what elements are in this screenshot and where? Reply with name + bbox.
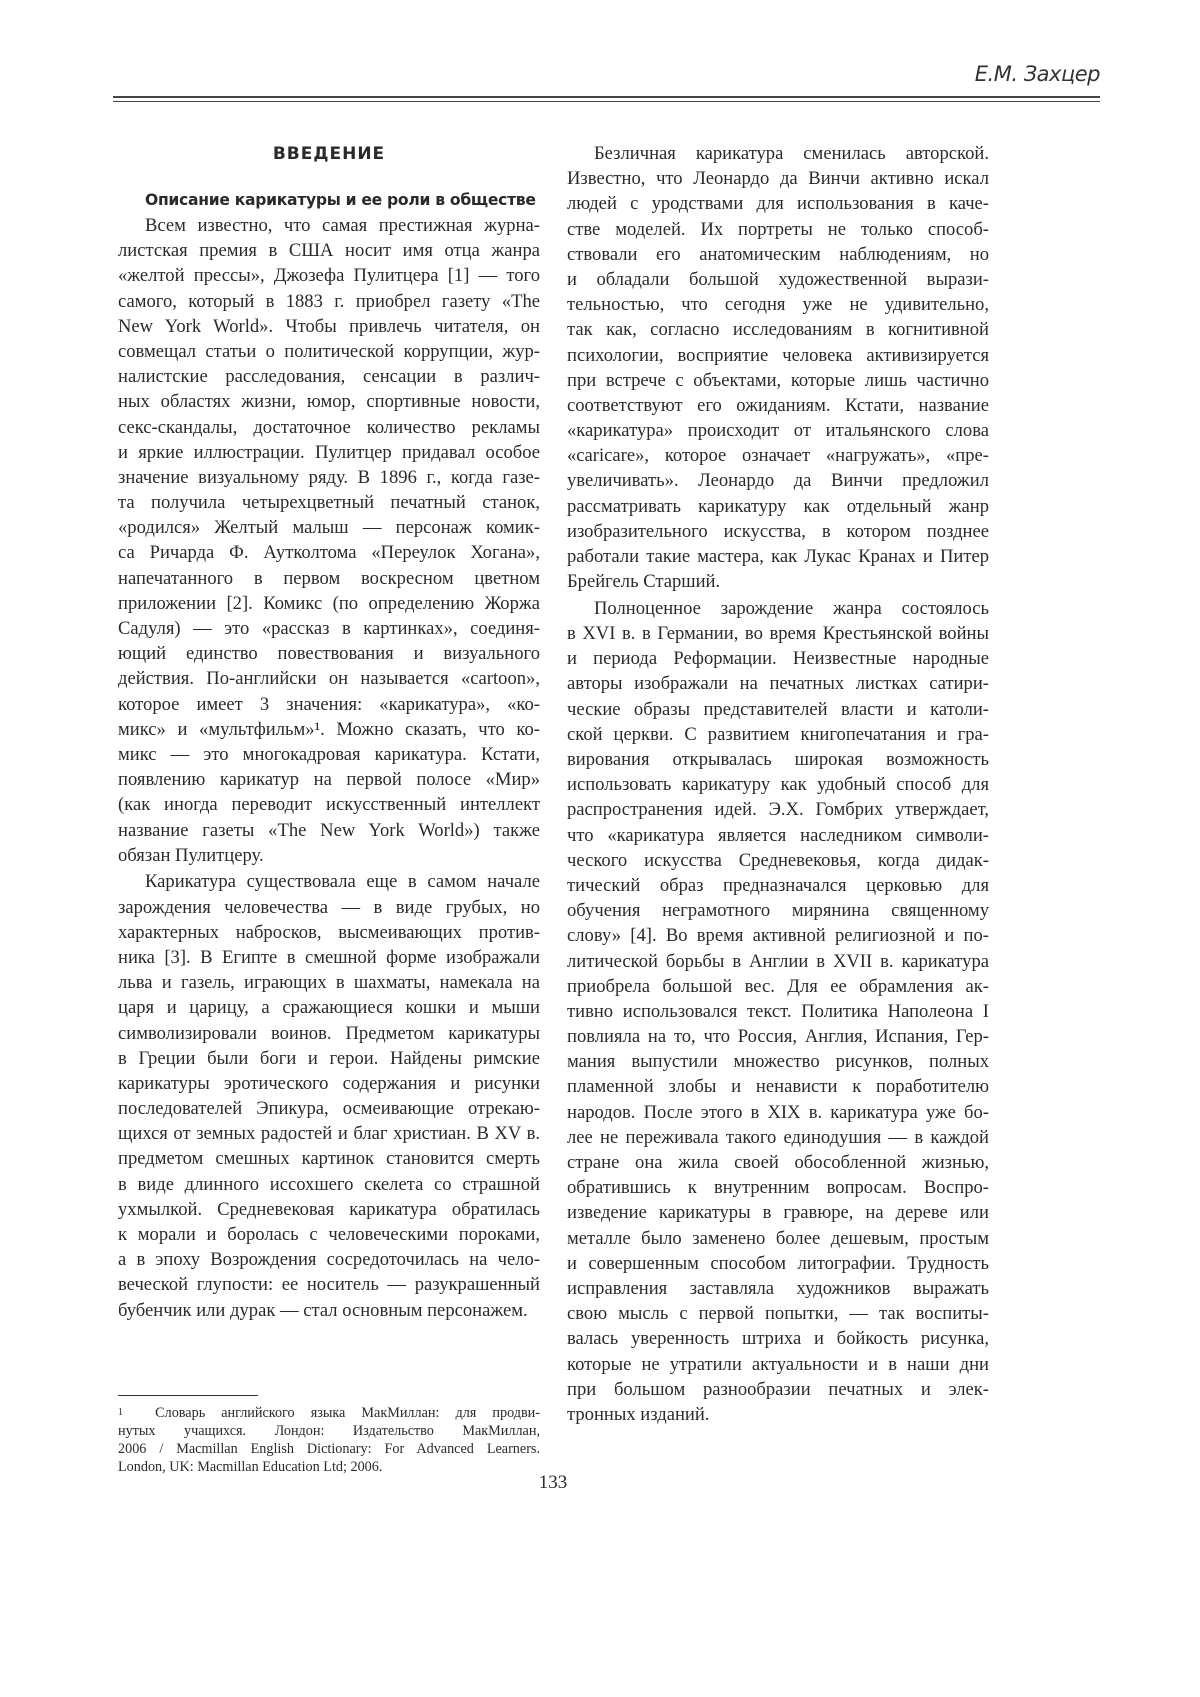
footnote-text: Словарь английского языка МакМиллан: для продви- — [155, 1405, 540, 1421]
text-line: карикатуры эротического содержания и рисунки — [118, 1072, 540, 1094]
text-line: что «карикатура является наследником символи- — [567, 824, 989, 846]
text-line: «caricare», которое означает «нагружать», «пре- — [567, 445, 989, 467]
text-line: в виде длинного иссохшего скелета со страшной — [118, 1173, 540, 1195]
text-line: использовать карикатуру как удобный способ для — [567, 774, 989, 796]
text-line: «карикатура» происходит от итальянского слова — [567, 420, 989, 442]
left-column — [118, 140, 540, 1324]
header-rule — [113, 96, 1100, 98]
text-line: микс — это многокадровая карикатура. Кстати, — [118, 743, 540, 765]
left-column-body — [118, 213, 540, 1323]
text-line: микс» и «мультфильм»¹. Можно сказать, что ко- — [118, 718, 540, 740]
section-heading: ВВЕДЕНИЕ — [272, 144, 386, 164]
text-line: ющий единство повествования и визуального — [118, 643, 540, 665]
text-line: авторы изображали на печатных листках сатири- — [567, 673, 989, 695]
text-line: ника [3]. В Египте в смешной форме изображали — [118, 946, 540, 968]
running-header-author: Е.М. Захцер — [974, 62, 1100, 86]
text-line: которые не утратили актуальности и в наши дни — [567, 1353, 989, 1375]
text-line: ухмылкой. Средневековая карикатура обратилась — [118, 1198, 540, 1220]
text-line: тельностью, что сегодня уже не удивительно, — [567, 294, 989, 316]
text-line: слову» [4]. Во время активной религиозной и по- — [567, 925, 989, 947]
text-line: название газеты «The New York World») также — [118, 819, 540, 841]
text-line: предметом смешных картинок становится смерть — [118, 1148, 540, 1170]
text-line: вирования открывалась широкая возможность — [567, 749, 989, 770]
footnote-marker: 1 — [118, 1407, 123, 1418]
text-line: работали такие мастера, как Лукас Кранах и Питер — [567, 546, 989, 567]
text-line: в Греции были боги и герои. Найдены римские — [118, 1047, 540, 1069]
text-line: символизировали воинов. Предметом карикатуры — [118, 1022, 540, 1044]
text-line: ской церкви. С развитием книгопечатания и гра- — [567, 723, 989, 745]
right-column — [567, 140, 989, 1429]
text-line: и совершенным способом литографии. Трудность — [567, 1252, 989, 1274]
footnote-line: London, UK: Macmillan Education Ltd; 2006. — [118, 1459, 383, 1475]
text-line: и обладали большой художественной вырази- — [567, 268, 989, 290]
text-line: соответствуют его ожиданиям. Кстати, название — [567, 394, 989, 416]
text-line: Всем известно, что самая престижная журна- — [145, 215, 540, 236]
text-line: к морали и боролась с человеческими пороками, — [118, 1224, 540, 1245]
text-line: и яркие иллюстрации. Пулитцер придавал особое — [118, 441, 540, 463]
text-line: бубенчик или дурак — стал основным персонажем. — [118, 1299, 528, 1321]
text-line: стране она жила своей обособленной жизнью, — [567, 1152, 989, 1173]
text-line: са Ричарда Ф. Аутколтома «Переулок Хогана», — [118, 542, 540, 564]
text-line: изобразительного искусства, в котором позднее — [567, 520, 989, 542]
footnote-line — [118, 1404, 540, 1422]
text-line: Безличная карикатура сменилась авторской. — [594, 143, 989, 164]
text-line: «желтой прессы», Джозефа Пулитцера [1] — того — [118, 265, 540, 287]
text-line: увеличивать». Леонардо да Винчи предложил — [567, 470, 989, 492]
paragraph — [118, 213, 540, 868]
text-line: народов. После этого в XIX в. карикатура уже бо- — [567, 1101, 989, 1123]
text-line: льва и газель, играющих в шахматы, намекала на — [118, 972, 540, 994]
text-line: так как, согласно исследованиям в когнитивной — [567, 319, 989, 341]
text-line: стве моделей. Их портреты не только способ- — [567, 218, 989, 240]
text-line: Брейгель Старший. — [567, 571, 721, 593]
text-line: та получила четырехцветный печатный станок, — [118, 492, 540, 514]
text-line: действия. По-английски он называется «cartoon», — [118, 668, 540, 690]
subsection-heading: Описание карикатуры и ее роли в обществе — [145, 191, 536, 209]
text-line: литической борьбы в Англии в XVII в. карикатура — [567, 950, 989, 972]
text-line: и периода Реформации. Неизвестные народные — [567, 648, 989, 670]
text-line: секс-скандалы, достаточное количество рекламы — [118, 416, 540, 438]
text-line: Садуля) — это «рассказ в картинках», соединя- — [118, 618, 540, 639]
text-line: значение визуальному ряду. В 1896 г., когда газе- — [118, 466, 540, 488]
text-line: в XVI в. в Германии, во время Крестьянской войны — [567, 623, 989, 645]
text-line: приобрела большой вес. Для ее обрамления ак- — [567, 975, 989, 997]
text-line: металле было заменено более дешевым, простым — [567, 1227, 989, 1249]
footnote — [118, 1404, 540, 1476]
text-line: «родился» Желтый малыш — персонаж комик- — [118, 517, 540, 539]
text-line: а в эпоху Возрождения сосредоточилась на чело- — [118, 1249, 540, 1271]
text-line: исправления заставляла художников выражать — [567, 1277, 989, 1299]
text-line: мания выпустили множество рисунков, полных — [567, 1051, 989, 1073]
text-line: налистские расследования, сенсации в различ- — [118, 366, 540, 388]
text-line: тронных изданий. — [567, 1403, 710, 1425]
text-line: которое имеет 3 значения: «карикатура», «ко- — [118, 693, 540, 715]
text-line: появлению карикатур на первой полосе «Мир» — [118, 769, 540, 791]
text-line: зарождения человечества — в виде грубых, но — [118, 896, 540, 918]
text-line: совмещал статьи о политической коррупции, жур- — [118, 340, 540, 362]
text-line: (как иногда переводит искусственный интеллект — [118, 794, 540, 816]
header-rule-thin — [113, 101, 1100, 102]
text-line: ческие образы представителей власти и католи- — [567, 698, 989, 720]
text-line: обратившись к внутренним вопросам. Воспро- — [567, 1177, 989, 1199]
footnote-line: нутых учащихся. Лондон: Издательство МакМиллан, — [118, 1423, 540, 1439]
text-line: обязан Пулитцеру. — [118, 844, 264, 866]
text-line: свою мысль с первой попытки, — так воспиты- — [567, 1303, 989, 1325]
text-line: Известно, что Леонардо да Винчи активно искал — [567, 168, 989, 190]
text-line: распространения идей. Э.Х. Гомбрих утверждает, — [567, 799, 989, 821]
right-column-body — [567, 141, 989, 1427]
text-line: обучения неграмотного мирянина священному — [567, 900, 989, 922]
page-number: 133 — [538, 1472, 568, 1493]
text-line: ных областях жизни, юмор, спортивные новости, — [118, 391, 540, 413]
text-line: психологии, восприятие человека активизируется — [567, 344, 989, 366]
text-line: веческой глупости: ее носитель — разукрашенный — [118, 1274, 540, 1296]
text-line: при большом разнообразии печатных и элек- — [567, 1378, 989, 1400]
paragraph — [567, 141, 989, 594]
text-line: лее не переживала такого единодушия — в каждой — [567, 1126, 989, 1148]
text-line: щихся от земных радостей и благ христиан. В XV в. — [118, 1123, 540, 1145]
text-line: листская премия в США носит имя отца жанра — [118, 240, 540, 262]
paragraph — [118, 869, 540, 1322]
paragraph — [567, 596, 989, 1427]
text-line: приложении [2]. Комикс (по определению Жоржа — [118, 592, 540, 614]
footnote-separator — [118, 1395, 258, 1396]
text-line: ческого искусства Средневековья, когда дидак- — [567, 849, 989, 871]
text-line: людей с уродствами для использования в каче- — [567, 193, 989, 215]
text-line: последователей Эпикура, осмеивающие отрекаю- — [118, 1098, 540, 1120]
text-line: Карикатура существовала еще в самом начале — [145, 871, 540, 893]
text-line: ствовали его анатомическим наблюдениям, но — [567, 243, 989, 265]
text-line: самого, который в 1883 г. приобрел газету «The — [118, 290, 540, 312]
text-line: New York World». Чтобы привлечь читателя, он — [118, 315, 540, 337]
text-line: тивно использовался текст. Политика Наполеона I — [567, 1000, 989, 1022]
text-line: валась уверенность штриха и бойкость рисунка, — [567, 1328, 989, 1350]
text-line: тический образ предназначался церковью для — [567, 874, 989, 896]
text-line: пламенной злобы и ненависти к поработителю — [567, 1076, 989, 1098]
text-line: характерных набросков, высмеивающих против- — [118, 921, 540, 943]
text-line: Полноценное зарождение жанра состоялось — [594, 597, 989, 619]
text-line: напечатанного в первом воскресном цветном — [118, 567, 540, 589]
text-line: при встрече с объектами, которые лишь частично — [567, 369, 989, 391]
text-line: царя и царицу, а сражающиеся кошки и мыши — [118, 997, 540, 1019]
text-line: рассматривать карикатуру как отдельный жанр — [567, 495, 989, 517]
footnote-line: 2006 / Macmillan English Dictionary: For Advanced Learners. — [118, 1441, 540, 1457]
text-line: повлияла на то, что Россия, Англия, Испания, Гер- — [567, 1026, 989, 1048]
text-line: изведение карикатуры в гравюре, на дереве или — [567, 1202, 989, 1224]
